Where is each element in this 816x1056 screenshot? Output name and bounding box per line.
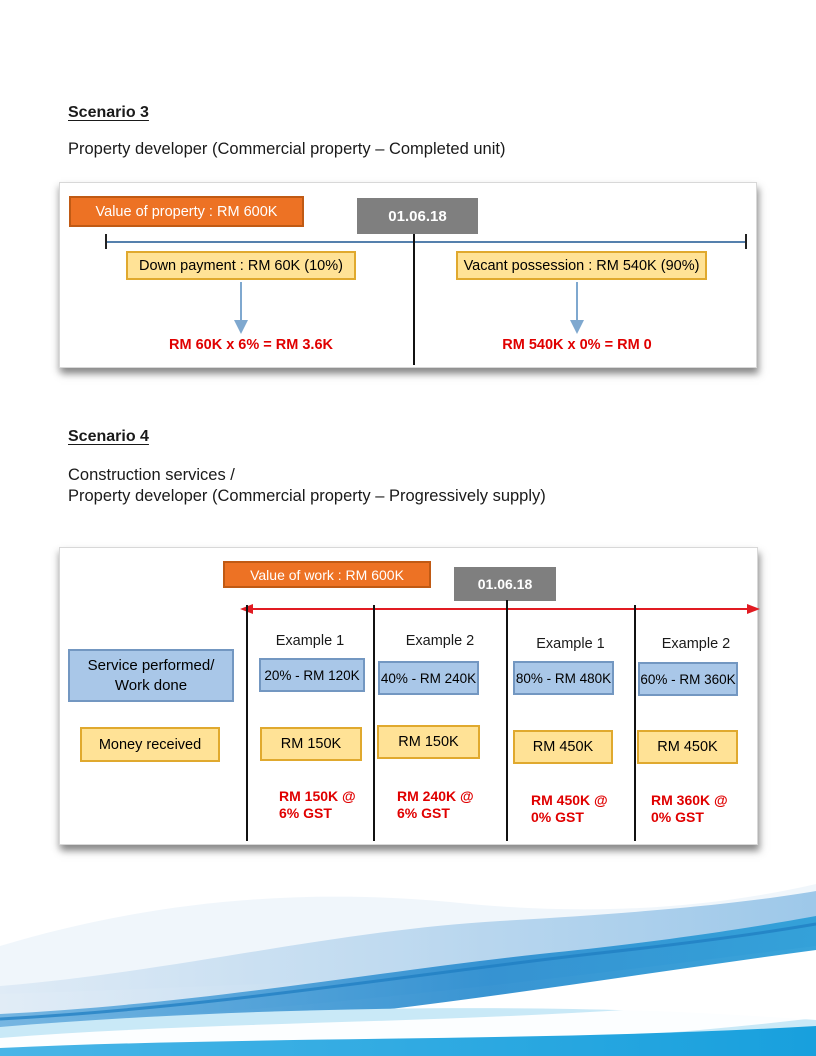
down-payment-box: Down payment : RM 60K (10%) bbox=[126, 251, 356, 280]
value-of-property-box: Value of property : RM 600K bbox=[69, 196, 304, 227]
column3-header: Example 1 bbox=[536, 636, 605, 652]
gst-note-col4-line1: RM 360K @ bbox=[651, 792, 728, 808]
service-label-line1: Service performed/ bbox=[87, 656, 215, 674]
gst-note-col1-line2: 6% GST bbox=[279, 805, 332, 821]
service-performed-label-text bbox=[88, 656, 215, 696]
column4-header: Example 2 bbox=[661, 636, 731, 652]
vacant-possession-box: Vacant possession : RM 540K (90%) bbox=[456, 251, 707, 280]
gst-note-col1 bbox=[279, 788, 356, 822]
gst-note-col1-line1: RM 150K @ bbox=[279, 788, 356, 804]
date-box: 01.06.18 bbox=[357, 198, 478, 234]
money-received-col2: RM 150K bbox=[377, 725, 480, 759]
gst-note-col4 bbox=[651, 792, 728, 826]
money-received-col3: RM 450K bbox=[513, 730, 613, 764]
gst-result-right: RM 540K x 0% = RM 0 bbox=[502, 337, 652, 353]
gst-note-col3-line2: 0% GST bbox=[531, 809, 584, 825]
red-double-arrow-icon bbox=[240, 603, 760, 615]
gst-note-col2 bbox=[397, 788, 474, 822]
work-done-col1: 20% - RM 120K bbox=[259, 658, 365, 692]
timeline-tick-left bbox=[105, 234, 107, 249]
gst-note-col2-line1: RM 240K @ bbox=[397, 788, 474, 804]
date-box: 01.06.18 bbox=[454, 567, 556, 601]
value-of-work-box: Value of work : RM 600K bbox=[223, 561, 431, 588]
work-done-col4: 60% - RM 360K bbox=[638, 662, 738, 696]
date-divider-line bbox=[413, 234, 415, 365]
gst-note-col2-line2: 6% GST bbox=[397, 805, 450, 821]
timeline bbox=[106, 241, 746, 243]
gst-note-col3 bbox=[531, 792, 608, 826]
column2-header: Example 2 bbox=[405, 633, 475, 649]
work-done-col2: 40% - RM 240K bbox=[378, 661, 479, 695]
wave-graphic-icon bbox=[0, 876, 816, 1056]
gst-note-col4-line2: 0% GST bbox=[651, 809, 704, 825]
money-received-col1: RM 150K bbox=[260, 727, 362, 761]
scenario3-diagram bbox=[59, 182, 757, 368]
money-received-label: Money received bbox=[80, 727, 220, 762]
scenario4-subtitle-line2: Property developer (Commercial property – Progressively supply) bbox=[68, 487, 546, 505]
scenario4-subtitle-line1: Construction services / bbox=[68, 466, 235, 484]
scenario4-diagram bbox=[59, 547, 758, 845]
timeline-tick-right bbox=[745, 234, 747, 249]
service-performed-label bbox=[68, 649, 234, 702]
service-label-line2: Work done bbox=[114, 676, 188, 694]
gst-result-left: RM 60K x 6% = RM 3.6K bbox=[169, 337, 333, 353]
wave-footer-graphic bbox=[0, 876, 816, 1056]
scenario3-heading: Scenario 3 bbox=[68, 104, 149, 121]
scenario3-subtitle: Property developer (Commercial property – Completed unit) bbox=[68, 140, 506, 158]
scenario4-heading: Scenario 4 bbox=[68, 428, 149, 445]
gst-note-col3-line1: RM 450K @ bbox=[531, 792, 608, 808]
column1-header: Example 1 bbox=[275, 633, 345, 649]
work-done-col3: 80% - RM 480K bbox=[513, 661, 614, 695]
down-arrow-icon bbox=[233, 282, 249, 334]
money-received-col4: RM 450K bbox=[637, 730, 738, 764]
down-arrow-icon bbox=[569, 282, 585, 334]
